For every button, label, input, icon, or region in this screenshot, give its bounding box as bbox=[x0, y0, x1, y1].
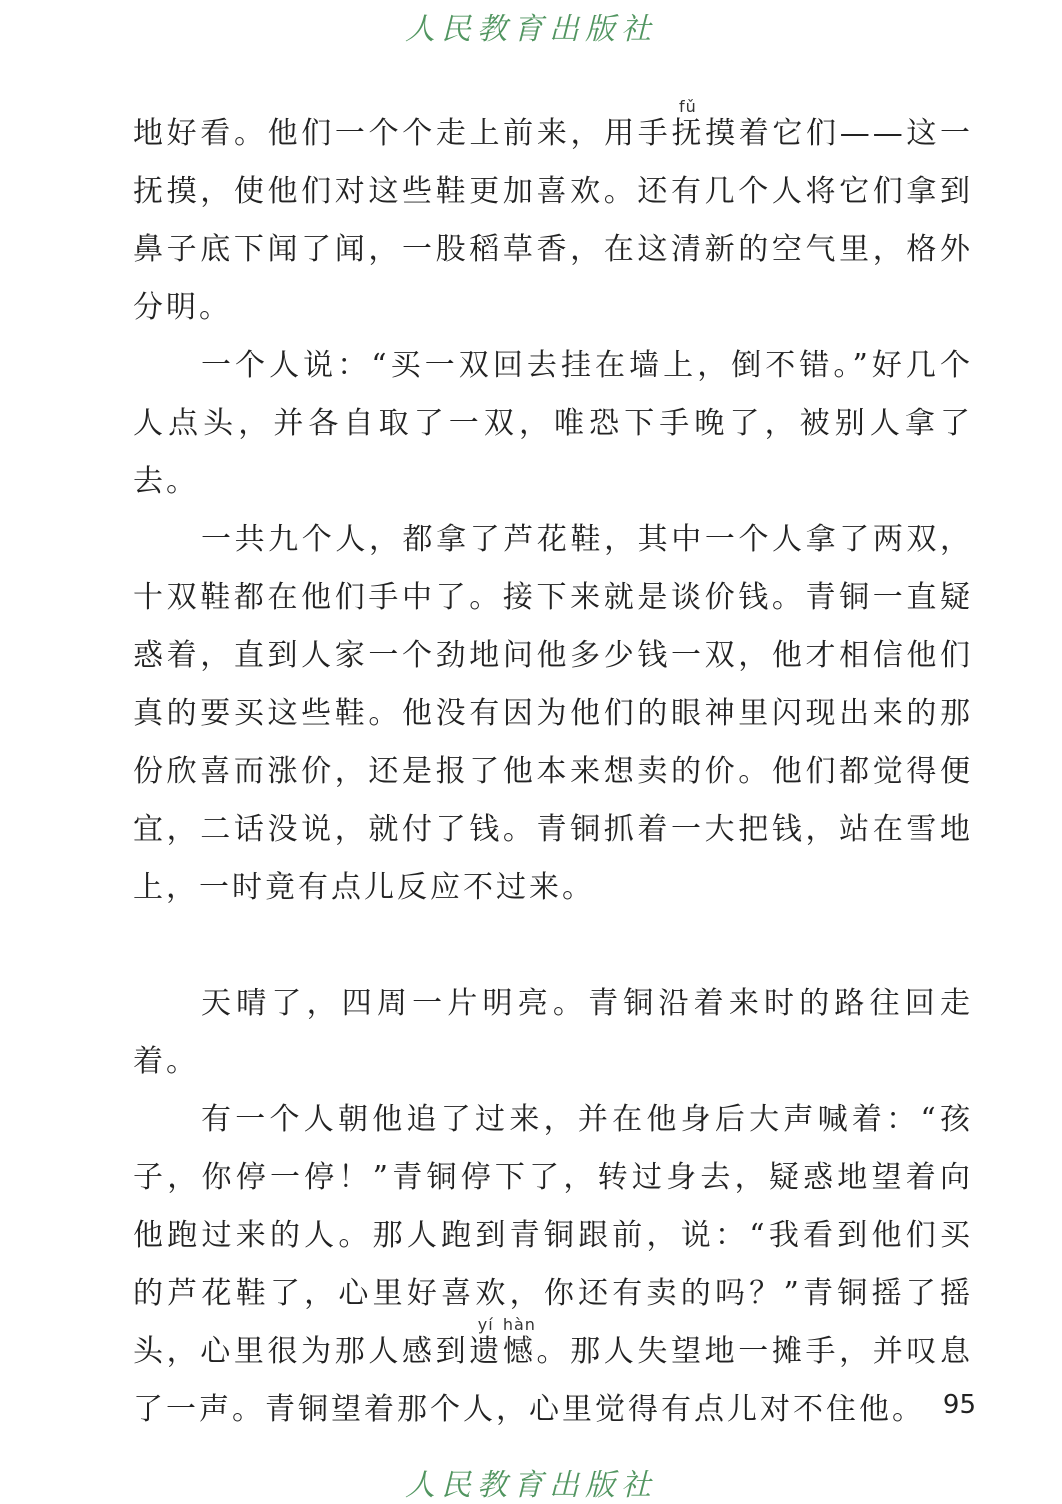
paragraph bbox=[133, 511, 973, 917]
annotated-character bbox=[671, 97, 706, 151]
annotated-character bbox=[502, 1315, 536, 1369]
text-run: 天晴了，四周一片明亮。青铜沿着来时的路往回走着。 bbox=[133, 986, 973, 1079]
page-number: 95 bbox=[942, 1390, 976, 1420]
annotated-character bbox=[469, 1315, 503, 1369]
publisher-logo-top: 人民教育出版社 bbox=[405, 12, 657, 47]
text-run: 一个人说：“买一双回去挂在墙上，倒不错。”好几个人点头，并各自取了一双，唯恐下手晚了，被别人拿了去。 bbox=[133, 348, 973, 499]
text-run: 地好看。他们一个个走上前来，用手 bbox=[133, 116, 672, 151]
text-run: 。那人失望地一摊手，并叹息了一声。青铜望着那个人，心里觉得有点儿对不住他。 bbox=[133, 1334, 974, 1427]
page-body bbox=[133, 99, 973, 1439]
ruby-base: 抚 bbox=[671, 116, 706, 151]
paragraph bbox=[133, 337, 973, 511]
publisher-logo-bottom: 人民教育出版社 bbox=[405, 1468, 657, 1503]
pinyin-annotation: hàn bbox=[502, 1315, 536, 1334]
pinyin-annotation: fǔ bbox=[671, 97, 705, 116]
section-break bbox=[133, 917, 973, 975]
text-run: 一共九个人，都拿了芦花鞋，其中一个人拿了两双，十双鞋都在他们手中了。接下来就是谈价钱。青铜一直疑惑着，直到人家一个劲地问他多少钱一双，他才相信他们真的要买这些鞋。他没有因为他们的眼神里闪现出来的那份欣喜而涨价，还是报了他本来想卖的价。他们都觉得便宜，二话没说，就付了钱。青铜抓着一大把钱，站在雪地上，一时竟有点儿反应不过来。 bbox=[133, 522, 973, 905]
ruby-base: 遗 bbox=[469, 1334, 503, 1369]
ruby-base: 憾 bbox=[502, 1334, 536, 1369]
paragraph bbox=[133, 1091, 973, 1439]
pinyin-annotation: yí bbox=[469, 1315, 503, 1334]
paragraph bbox=[133, 99, 973, 337]
paragraph bbox=[133, 975, 973, 1091]
text-run: 有一个人朝他追了过来，并在他身后大声喊着：“孩子，你停一停！”青铜停下了，转过身去，疑惑地望着向他跑过来的人。那人跑到青铜跟前，说：“我看到他们买的芦花鞋了，心里好喜欢，你还有卖的吗？”青铜摇了摇头，心里很为那人感到 bbox=[133, 1102, 973, 1369]
text-run: 摸着它们——这一抚摸，使他们对这些鞋更加喜欢。还有几个人将它们拿到鼻子底下闻了闻，一股稻草香，在这清新的空气里，格外分明。 bbox=[133, 116, 974, 325]
